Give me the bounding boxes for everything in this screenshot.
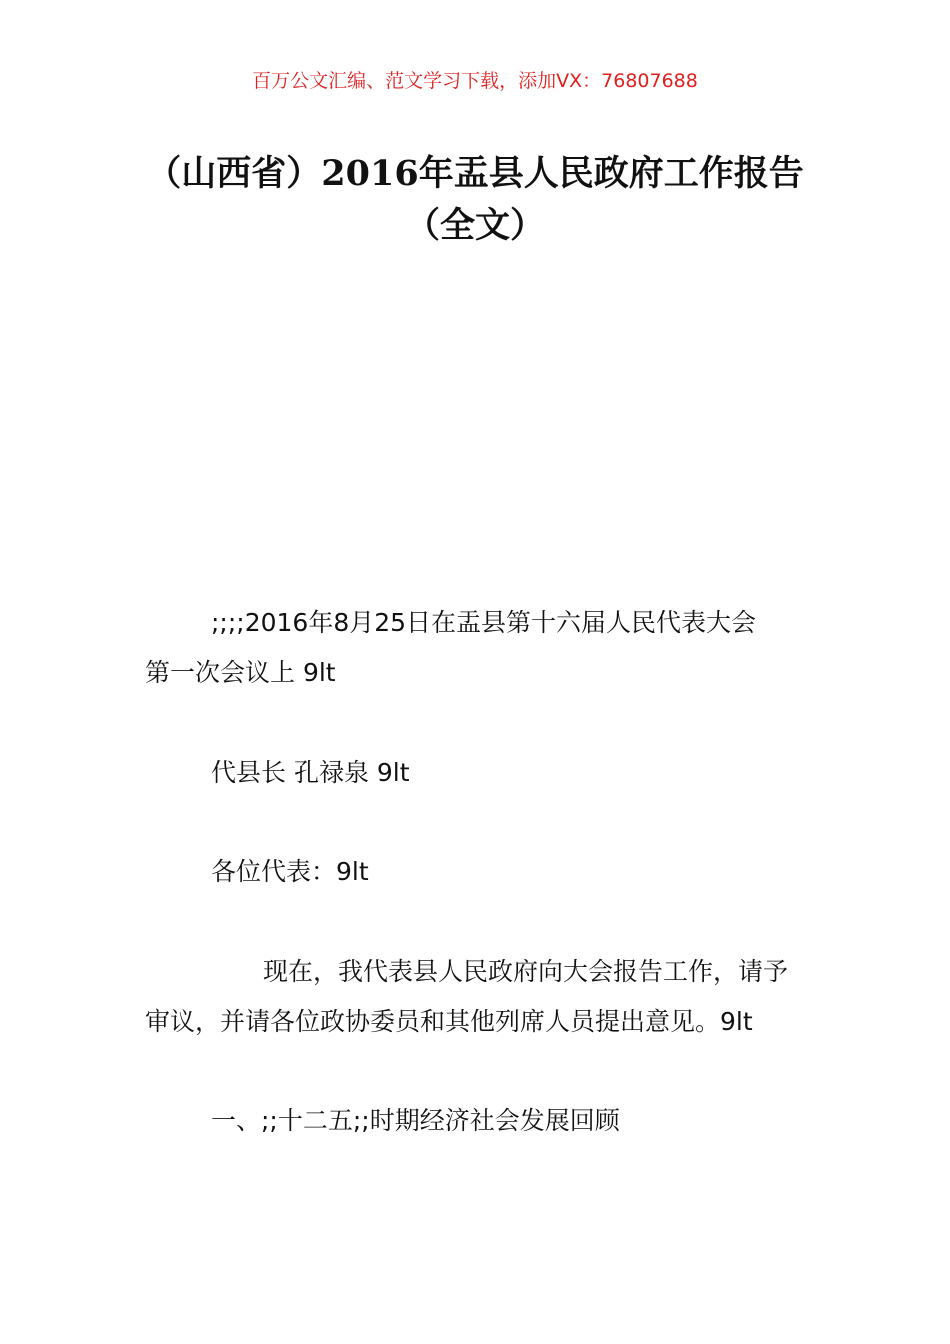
title-line-1: （山西省）2016年盂县人民政府工作报告 — [146, 153, 804, 194]
paragraph-line: 各位代表：9lt — [211, 857, 369, 886]
paragraph-salutation — [145, 847, 810, 897]
section-heading-text: 一、;;十二五;;时期经济社会发展回顾 — [211, 1106, 620, 1135]
watermark-header: 百万公文汇编、范文学习下载，添加VX：76807688 — [252, 70, 698, 92]
paragraph-speaker — [145, 748, 810, 798]
paragraph-line: ;;;;2016年8月25日在盂县第十六届人民代表大会 — [211, 608, 757, 637]
document-title — [110, 148, 840, 252]
paragraph-meeting-info — [145, 598, 810, 698]
paragraph-line: 代县长 孔禄泉 9lt — [211, 758, 410, 787]
paragraph-line: 第一次会议上 9lt — [145, 658, 336, 687]
paragraph-line: 现在，我代表县人民政府向大会报告工作，请予 — [263, 957, 789, 986]
paragraph-intro — [145, 947, 810, 1047]
section-heading-1 — [145, 1096, 810, 1146]
title-line-2: （全文） — [404, 205, 545, 246]
paragraph-line: 审议，并请各位政协委员和其他列席人员提出意见。9lt — [145, 1007, 753, 1036]
